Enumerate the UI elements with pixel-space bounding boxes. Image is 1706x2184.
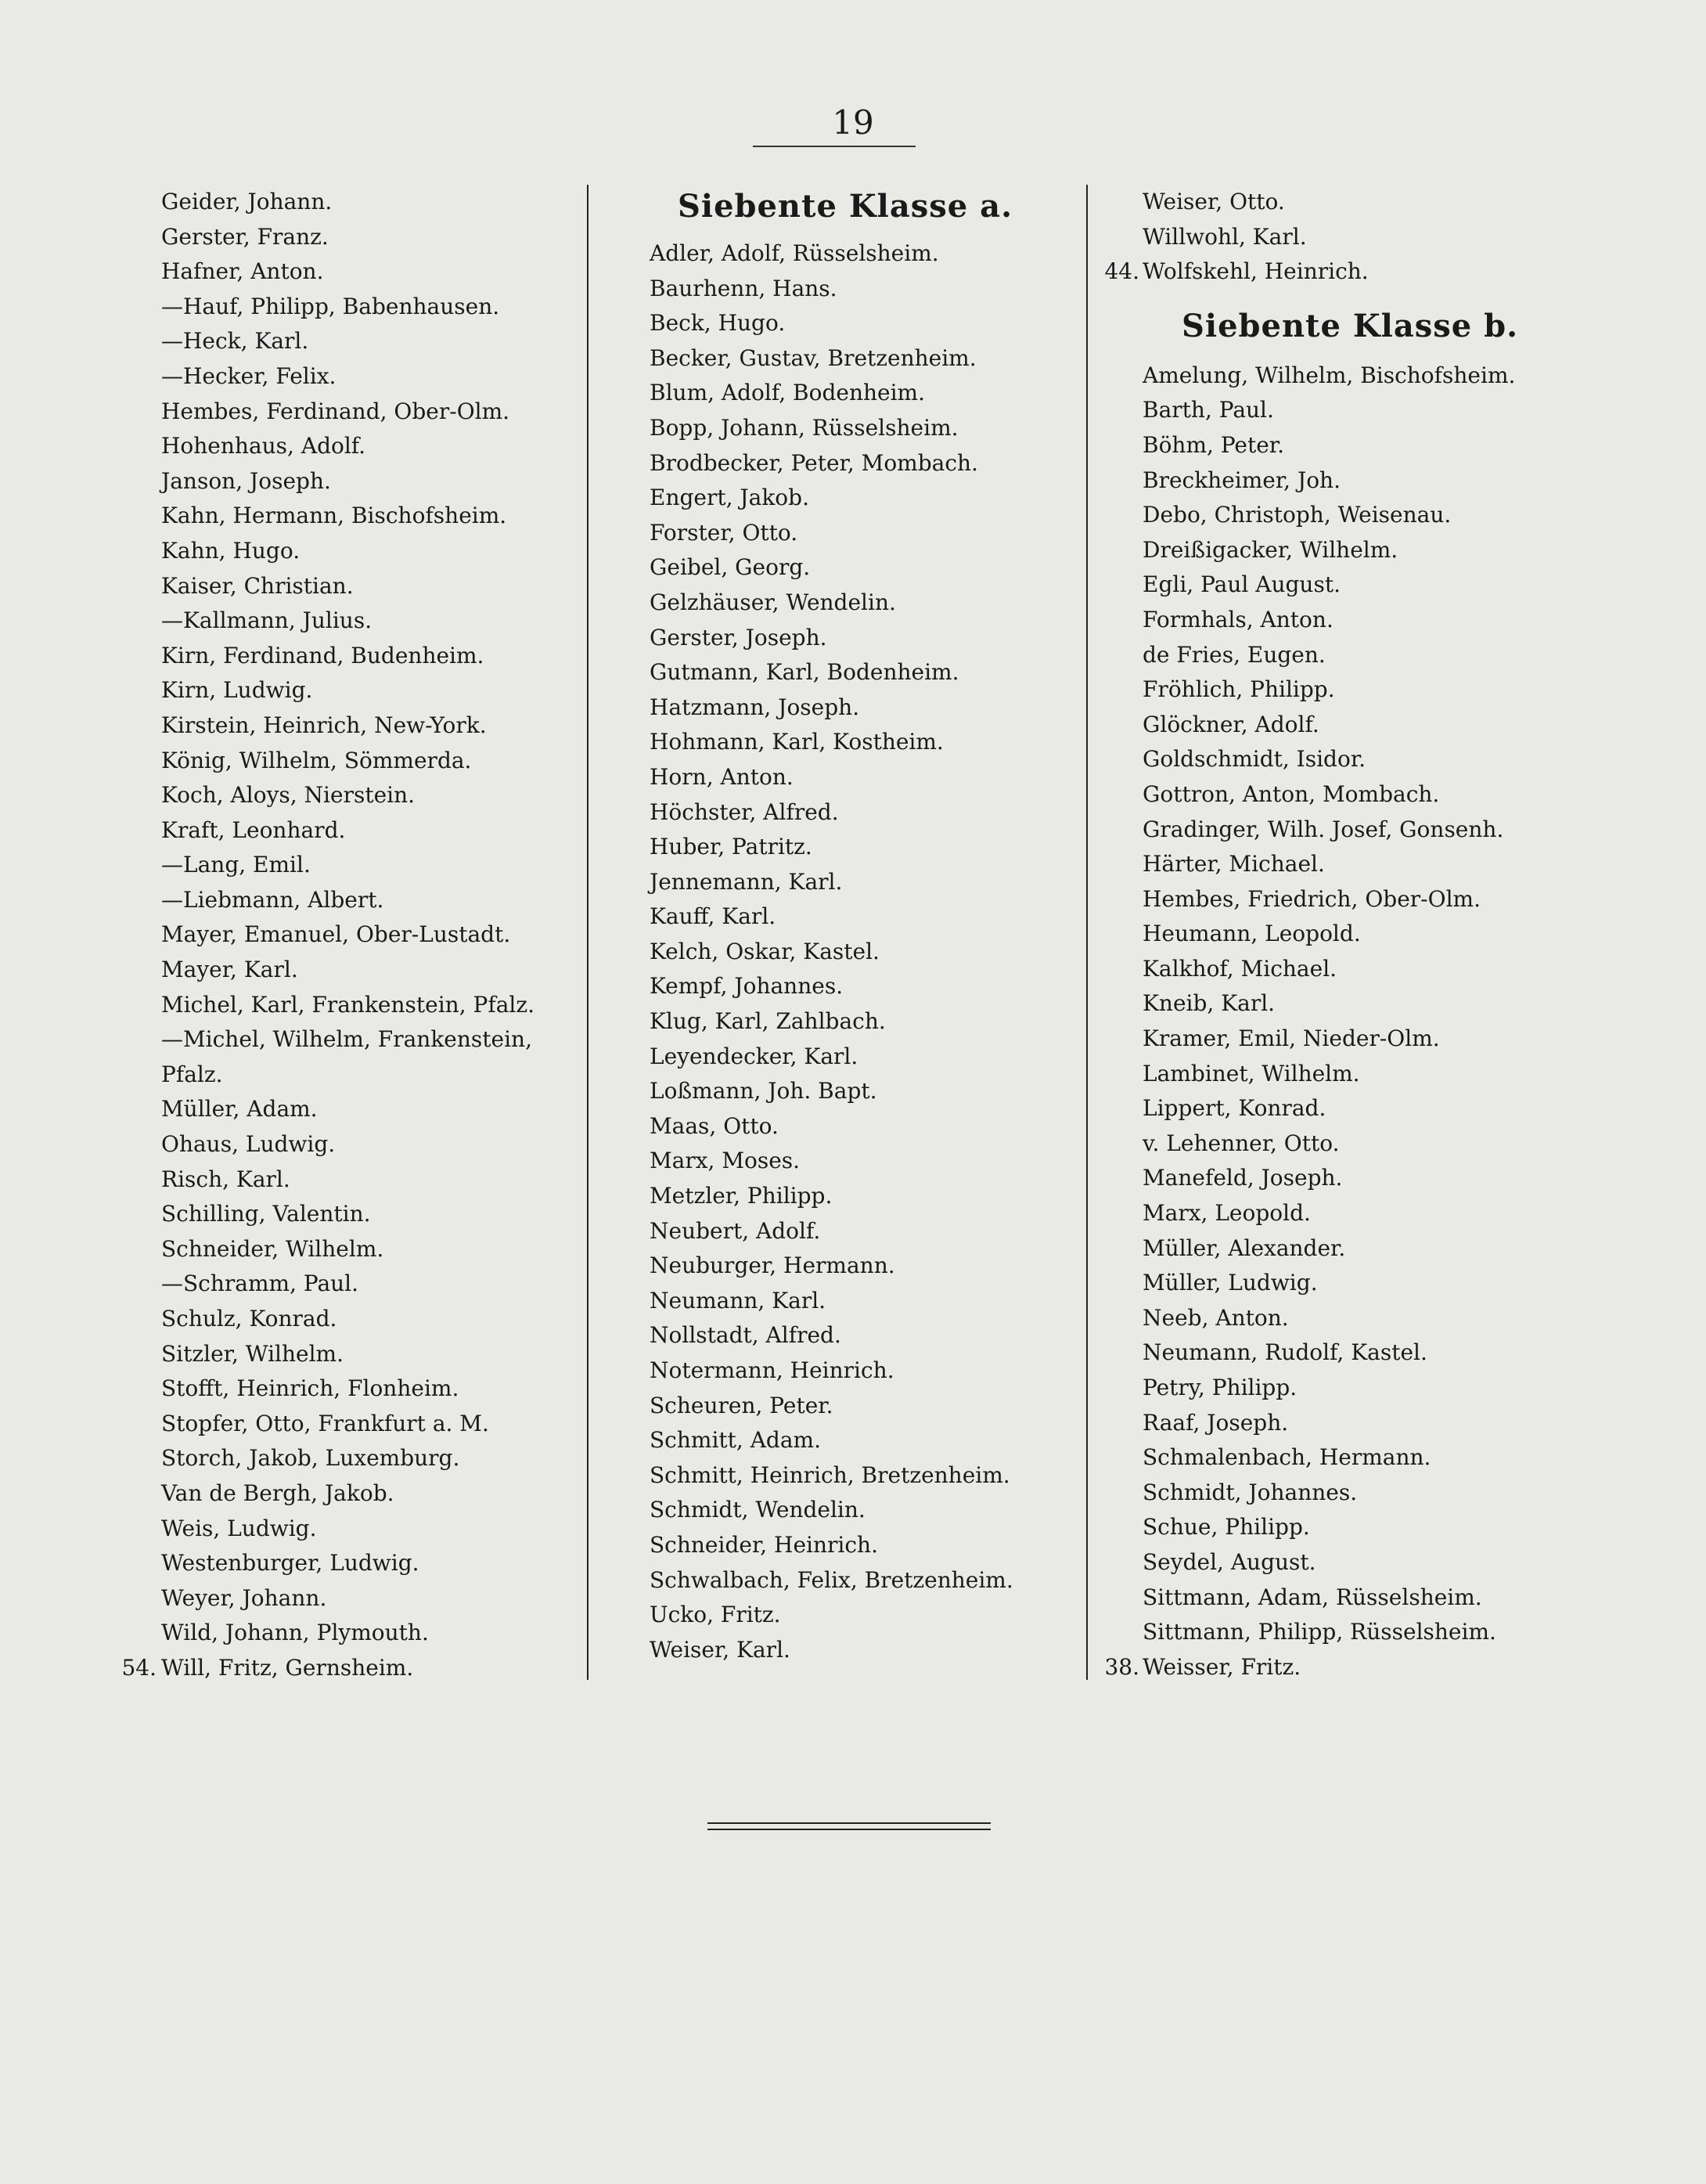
list-item	[110, 1197, 579, 1232]
list-item	[110, 254, 579, 290]
list-item	[110, 778, 579, 813]
list-item	[1103, 428, 1604, 463]
list-item	[1103, 1545, 1604, 1580]
entry-name: Neumann, Karl.	[650, 1287, 826, 1314]
class-7b-entries	[1103, 359, 1604, 1685]
list-item	[1103, 1126, 1604, 1162]
entry-name: Notermann, Heinrich.	[650, 1357, 894, 1383]
list-item	[650, 1318, 1072, 1353]
list-item	[650, 586, 1072, 621]
list-item	[650, 899, 1072, 935]
entry-name: Engert, Jakob.	[650, 485, 809, 511]
list-item	[1103, 1440, 1604, 1476]
entry-name: Ohaus, Ludwig.	[161, 1131, 336, 1158]
entry-name: Gerster, Joseph.	[650, 624, 827, 651]
list-item	[650, 1353, 1072, 1389]
entry-name: Hohenhaus, Adolf.	[161, 433, 366, 460]
list-item	[650, 1109, 1072, 1144]
entry-name: Baurhenn, Hans.	[650, 275, 837, 301]
entry-name: Brodbecker, Peter, Mombach.	[650, 449, 978, 476]
entry-name: Bopp, Johann, Rüsselsheim.	[650, 414, 959, 441]
entry-name: Will, Fritz, Gernsheim.	[161, 1654, 414, 1681]
entry-name: Scheuren, Peter.	[650, 1392, 833, 1418]
entry-name: Schulz, Konrad.	[161, 1306, 337, 1332]
entry-name: Neubert, Adolf.	[650, 1217, 821, 1244]
entry-name: Schneider, Wilhelm.	[161, 1235, 384, 1262]
entry-name: Michel, Karl, Frankenstein, Pfalz.	[161, 991, 535, 1018]
list-item	[1103, 1057, 1604, 1092]
entry-name: Neeb, Anton.	[1143, 1304, 1289, 1331]
list-item	[110, 569, 579, 604]
list-item	[1103, 498, 1604, 533]
entry-name: Koch, Aloys, Nierstein.	[161, 782, 416, 809]
entry-name: Weiser, Karl.	[650, 1636, 790, 1663]
list-item	[1103, 742, 1604, 777]
entry-name: Schmidt, Johannes.	[1143, 1479, 1358, 1505]
entry-name: Klug, Karl, Zahlbach.	[650, 1008, 886, 1035]
closing-double-rule-bottom	[707, 1829, 991, 1830]
list-item	[110, 429, 579, 464]
list-item	[110, 1022, 579, 1058]
entry-name: Heumann, Leopold.	[1143, 921, 1361, 947]
entry-name: Ucko, Fritz.	[650, 1602, 781, 1628]
entry-name: Huber, Patritz.	[650, 834, 812, 860]
entry-name: Glöckner, Adolf.	[1143, 711, 1319, 737]
entry-name: Kalkhof, Michael.	[1143, 955, 1337, 982]
list-item	[650, 236, 1072, 272]
list-item	[650, 1179, 1072, 1214]
entry-name: Lippert, Konrad.	[1143, 1095, 1326, 1122]
list-item	[1103, 220, 1604, 255]
list-item	[1103, 254, 1604, 290]
list-item	[110, 883, 579, 918]
list-item	[1103, 603, 1604, 638]
entry-name: Schwalbach, Felix, Bretzenheim.	[650, 1566, 1013, 1593]
list-item	[650, 1249, 1072, 1284]
list-item	[110, 848, 579, 883]
list-item	[1103, 1301, 1604, 1336]
list-item	[1103, 1161, 1604, 1196]
list-item	[1103, 672, 1604, 708]
entry-name: Kauff, Karl.	[650, 903, 776, 930]
list-item	[1103, 1266, 1604, 1301]
list-item	[1103, 1406, 1604, 1441]
list-item	[650, 446, 1072, 481]
entry-name: Loßmann, Joh. Bapt.	[650, 1078, 877, 1105]
list-item	[1103, 1091, 1604, 1126]
list-item	[1103, 393, 1604, 428]
entry-name: Willwohl, Karl.	[1143, 223, 1307, 250]
entry-name: Goldschmidt, Isidor.	[1143, 746, 1366, 773]
page-number-rule	[753, 146, 916, 147]
page-number: 19	[832, 103, 874, 142]
entry-name: Petry, Philipp.	[1143, 1375, 1297, 1400]
list-item	[1103, 1022, 1604, 1057]
list-item	[1103, 952, 1604, 987]
list-item	[1103, 882, 1604, 917]
list-item	[110, 744, 579, 779]
entry-name: Seydel, August.	[1143, 1548, 1316, 1575]
entry-name: Kaiser, Christian.	[161, 572, 354, 599]
entry-name: Horn, Anton.	[650, 763, 794, 790]
entry-name: Kraft, Leonhard.	[161, 816, 346, 843]
list-item	[650, 272, 1072, 307]
list-item	[650, 376, 1072, 411]
entry-name: Adler, Adolf, Rüsselsheim.	[650, 240, 939, 266]
entry-name: Blum, Adolf, Bodenheim.	[650, 380, 926, 406]
entry-name: Fröhlich, Philipp.	[1143, 676, 1335, 703]
entry-name: Hembes, Friedrich, Ober-Olm.	[1143, 885, 1481, 912]
list-item	[650, 550, 1072, 586]
list-item	[110, 1546, 579, 1581]
entry-name: Mayer, Emanuel, Ober-Lustadt.	[161, 921, 511, 948]
list-item	[650, 655, 1072, 690]
column-3-list	[1103, 185, 1604, 1685]
list-item	[650, 935, 1072, 970]
entry-name: —Hauf, Philipp, Babenhausen.	[161, 293, 500, 319]
list-item	[650, 1458, 1072, 1494]
list-item	[110, 324, 579, 359]
list-item	[110, 988, 579, 1023]
entry-name: Kelch, Oskar, Kastel.	[650, 938, 880, 964]
entry-name: Stopfer, Otto, Frankfurt a. M.	[161, 1410, 489, 1436]
entry-name: Beck, Hugo.	[650, 310, 786, 337]
list-item	[110, 1267, 579, 1302]
entry-name: Van de Bergh, Jakob.	[161, 1479, 394, 1506]
list-item	[650, 1528, 1072, 1563]
entry-name: Hohmann, Karl, Kostheim.	[650, 729, 944, 755]
list-item	[110, 1616, 579, 1651]
entry-name: Kirn, Ferdinand, Budenheim.	[161, 642, 484, 669]
list-item	[1103, 359, 1604, 394]
entry-name: Schmitt, Heinrich, Bretzenheim.	[650, 1461, 1010, 1488]
list-item	[650, 690, 1072, 726]
entry-name: Janson, Joseph.	[161, 467, 331, 494]
list-item	[1103, 813, 1604, 848]
list-item	[1103, 185, 1604, 220]
entry-name: Schilling, Valentin.	[161, 1201, 371, 1227]
list-item	[1103, 1231, 1604, 1267]
list-item	[110, 290, 579, 325]
entry-name: Müller, Ludwig.	[1143, 1270, 1318, 1296]
list-item	[110, 1651, 579, 1686]
list-item	[650, 306, 1072, 341]
list-item	[1103, 1510, 1604, 1545]
list-item	[650, 1214, 1072, 1249]
entry-name: Storch, Jakob, Luxemburg.	[161, 1445, 460, 1472]
entry-name: Kramer, Emil, Nieder-Olm.	[1143, 1025, 1440, 1052]
list-item	[110, 1441, 579, 1476]
entry-name: Weis, Ludwig.	[161, 1515, 317, 1541]
entry-name: Sittmann, Adam, Rüsselsheim.	[1143, 1584, 1482, 1610]
list-item	[650, 621, 1072, 656]
entry-name: Neuburger, Hermann.	[650, 1252, 895, 1279]
list-item	[650, 865, 1072, 900]
entry-name: de Fries, Eugen.	[1143, 641, 1326, 668]
list-item	[1103, 463, 1604, 499]
entry-name: Geider, Johann.	[161, 189, 333, 214]
list-item	[110, 185, 579, 220]
list-item	[1103, 986, 1604, 1022]
entry-name: Nollstadt, Alfred.	[650, 1322, 841, 1349]
list-item	[110, 1581, 579, 1616]
entry-name: Gelzhäuser, Wendelin.	[650, 589, 896, 615]
list-item	[650, 1493, 1072, 1528]
entry-name: Forster, Otto.	[650, 519, 798, 546]
column-2-list	[650, 185, 1072, 1667]
entry-name: —Lang, Emil.	[161, 852, 311, 878]
entry-name: Risch, Karl.	[161, 1166, 290, 1192]
entry-name: —Liebmann, Albert.	[161, 886, 384, 913]
entry-name: Müller, Adam.	[161, 1096, 318, 1123]
list-item	[110, 1058, 579, 1093]
list-item	[1103, 638, 1604, 673]
entry-name: Hatzmann, Joseph.	[650, 694, 860, 720]
list-item	[110, 1092, 579, 1127]
list-item	[650, 481, 1072, 516]
class-7a-entries	[650, 236, 1072, 1667]
list-item	[110, 1407, 579, 1442]
list-item	[110, 1127, 579, 1162]
entry-name: Weiser, Otto.	[1143, 189, 1285, 214]
list-item	[650, 830, 1072, 865]
class-7a-continued-entries	[1103, 185, 1604, 290]
entry-name: Kempf, Johannes.	[650, 973, 844, 1000]
entry-name: Schmidt, Wendelin.	[650, 1497, 866, 1523]
entry-name: Debo, Christoph, Weisenau.	[1143, 502, 1452, 528]
list-item	[110, 395, 579, 430]
list-item	[650, 1598, 1072, 1633]
list-item	[110, 917, 579, 953]
entry-name: Dreißigacker, Wilhelm.	[1143, 536, 1398, 563]
entry-name: Weyer, Johann.	[161, 1584, 327, 1611]
list-item	[650, 1144, 1072, 1179]
entry-name: Stofft, Heinrich, Flonheim.	[161, 1375, 459, 1402]
list-item	[650, 1633, 1072, 1668]
list-item	[110, 220, 579, 255]
list-item	[110, 1302, 579, 1337]
entry-name: Formhals, Anton.	[1143, 606, 1333, 632]
entry-name: Gottron, Anton, Mombach.	[1143, 780, 1440, 807]
list-item	[110, 1162, 579, 1198]
entry-name: Egli, Paul August.	[1143, 571, 1341, 598]
list-item	[1103, 1615, 1604, 1650]
list-item	[650, 1004, 1072, 1040]
list-item	[650, 411, 1072, 446]
column-1-list	[110, 185, 579, 1686]
entry-name: Kirn, Ludwig.	[161, 677, 313, 704]
list-item	[650, 760, 1072, 795]
entry-name: Schmitt, Adam.	[650, 1427, 821, 1454]
list-item	[110, 1476, 579, 1512]
entry-name: —Kallmann, Julius.	[161, 607, 373, 634]
entry-name: Sittmann, Philipp, Rüsselsheim.	[1143, 1619, 1496, 1645]
list-item	[110, 673, 579, 708]
entry-name: Raaf, Joseph.	[1143, 1409, 1289, 1436]
closing-double-rule-top	[707, 1822, 991, 1824]
list-item	[110, 1512, 579, 1547]
entry-name: Neumann, Rudolf, Kastel.	[1143, 1339, 1427, 1366]
entry-name: Schmalenbach, Hermann.	[1143, 1444, 1431, 1471]
list-item	[650, 795, 1072, 831]
entry-count: 38.	[1104, 1653, 1139, 1680]
entry-name: Gutmann, Karl, Bodenheim.	[650, 659, 959, 686]
list-item	[110, 1371, 579, 1407]
list-item	[1103, 847, 1604, 882]
entry-name: Wild, Johann, Plymouth.	[161, 1620, 429, 1646]
entry-name: Becker, Gustav, Bretzenheim.	[650, 344, 977, 371]
entry-name: Gradinger, Wilh. Josef, Gonsenh.	[1143, 816, 1504, 842]
list-item	[110, 639, 579, 674]
entry-name: Metzler, Philipp.	[650, 1183, 833, 1209]
entry-name: Weisser, Fritz.	[1143, 1653, 1301, 1680]
entry-name: Müller, Alexander.	[1143, 1234, 1346, 1261]
entry-name: Jennemann, Karl.	[650, 868, 843, 895]
list-item	[650, 1563, 1072, 1598]
entry-name: Härter, Michael.	[1143, 851, 1325, 878]
entry-name: Marx, Leopold.	[1143, 1200, 1311, 1227]
list-item	[110, 813, 579, 849]
list-item	[110, 708, 579, 744]
entry-name: Hafner, Anton.	[161, 258, 324, 285]
list-item	[110, 604, 579, 639]
list-item	[1103, 708, 1604, 743]
entry-name: Mayer, Karl.	[161, 957, 298, 983]
list-item	[650, 516, 1072, 551]
list-item	[110, 499, 579, 534]
entry-name: Kneib, Karl.	[1143, 990, 1276, 1017]
list-item	[1103, 533, 1604, 568]
entry-name: Geibel, Georg.	[650, 554, 811, 581]
entry-name: Gerster, Franz.	[161, 223, 329, 250]
list-item	[1103, 1371, 1604, 1406]
list-item	[1103, 1335, 1604, 1371]
entry-name: —Hecker, Felix.	[161, 362, 337, 389]
list-item	[110, 953, 579, 988]
list-item	[1103, 1650, 1604, 1685]
list-item	[650, 1074, 1072, 1109]
entry-name: Schneider, Heinrich.	[650, 1531, 878, 1558]
list-item	[1103, 917, 1604, 952]
entry-name: Sitzler, Wilhelm.	[161, 1340, 344, 1367]
list-item	[650, 1284, 1072, 1319]
list-item	[1103, 777, 1604, 813]
list-item	[650, 969, 1072, 1004]
entry-name: Hembes, Ferdinand, Ober-Olm.	[161, 398, 510, 424]
entry-name: —Michel, Wilhelm, Frankenstein,	[161, 1026, 532, 1053]
column-divider-2	[1086, 185, 1088, 1680]
list-item	[1103, 1580, 1604, 1616]
list-item	[110, 534, 579, 569]
entry-name: König, Wilhelm, Sömmerda.	[161, 747, 472, 773]
list-item	[1103, 568, 1604, 603]
list-item	[110, 359, 579, 395]
entry-name: —Schramm, Paul.	[161, 1270, 359, 1297]
entry-name: Breckheimer, Joh.	[1143, 467, 1341, 493]
entry-name: Kahn, Hermann, Bischofsheim.	[161, 503, 507, 529]
list-item	[650, 1389, 1072, 1424]
entry-name: Kirstein, Heinrich, New-York.	[161, 712, 487, 738]
entry-count: 44.	[1104, 258, 1139, 285]
entry-name: Böhm, Peter.	[1143, 431, 1285, 458]
list-item	[1103, 1196, 1604, 1231]
entry-name: Wolfskehl, Heinrich.	[1143, 258, 1369, 285]
entry-name: Pfalz.	[161, 1061, 223, 1087]
class-7b-heading: Siebente Klasse b.	[1182, 307, 1519, 344]
list-item	[110, 1337, 579, 1372]
list-item	[650, 1040, 1072, 1075]
entry-name: Leyendecker, Karl.	[650, 1043, 858, 1069]
entry-name: —Heck, Karl.	[161, 328, 309, 355]
entry-name: Lambinet, Wilhelm.	[1143, 1060, 1360, 1087]
entry-name: v. Lehenner, Otto.	[1143, 1130, 1340, 1156]
entry-name: Kahn, Hugo.	[161, 537, 301, 564]
list-item	[650, 341, 1072, 377]
entry-name: Barth, Paul.	[1143, 397, 1274, 423]
list-item	[650, 725, 1072, 760]
list-item	[650, 1423, 1072, 1458]
column-divider-1	[587, 185, 588, 1680]
entry-name: Marx, Moses.	[650, 1148, 801, 1174]
entry-name: Maas, Otto.	[650, 1112, 779, 1139]
entry-name: Westenburger, Ludwig.	[161, 1550, 419, 1577]
list-item	[1103, 1476, 1604, 1511]
class-7a-heading: Siebente Klasse a.	[677, 188, 1013, 225]
entry-name: Amelung, Wilhelm, Bischofsheim.	[1143, 362, 1516, 388]
entry-name: Höchster, Alfred.	[650, 798, 839, 825]
entry-name: Manefeld, Joseph.	[1143, 1165, 1343, 1191]
entry-count: 54.	[121, 1654, 157, 1681]
list-item	[110, 1232, 579, 1267]
entry-name: Schue, Philipp.	[1143, 1514, 1310, 1541]
list-item	[110, 464, 579, 499]
